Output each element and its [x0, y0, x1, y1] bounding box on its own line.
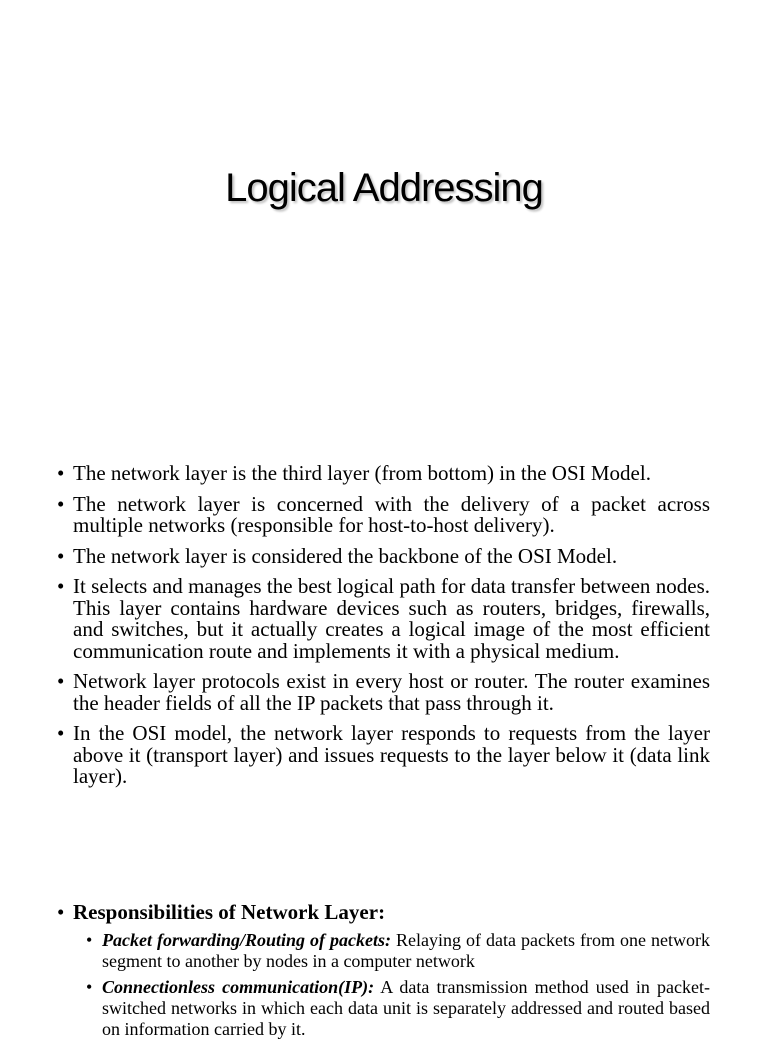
bullet-list	[57, 463, 710, 797]
responsibility-text: Relaying of data packets from one network segment to another by nodes in a computer network	[102, 930, 710, 971]
bullet-item: • It selects and manages the best logical path for data transfer between nodes. This layer contains hardware devices such as routers, bridges, firewalls, and switches, but it actually creates a logical image of the most efficient communication route and implements it with a physical medium.	[57, 576, 710, 662]
responsibility-text: A data transmission method used in packet-switched networks in which each data unit is separately addressed and routed based on information carried by it.	[102, 977, 710, 1039]
responsibilities-heading: • Responsibilities of Network Layer:	[57, 900, 710, 924]
responsibility-item	[86, 930, 710, 972]
bullet-item: • The network layer is the third layer (from bottom) in the OSI Model.	[57, 463, 710, 485]
responsibilities-section	[57, 900, 710, 1045]
responsibility-term: Packet forwarding/Routing of packets:	[102, 930, 392, 950]
bullet-item: • The network layer is concerned with the delivery of a packet across multiple networks (responsible for host-to-host delivery).	[57, 494, 710, 537]
responsibility-term: Connectionless communication(IP):	[102, 977, 375, 997]
bullet-item: • Network layer protocols exist in every host or router. The router examines the header fields of all the IP packets that pass through it.	[57, 671, 710, 714]
bullet-item: • In the OSI model, the network layer responds to requests from the layer above it (transport layer) and issues requests to the layer below it (data link layer).	[57, 723, 710, 788]
responsibility-item	[86, 977, 710, 1040]
page-title: Logical Addressing	[225, 166, 543, 210]
bullet-item: • The network layer is considered the backbone of the OSI Model.	[57, 546, 710, 568]
